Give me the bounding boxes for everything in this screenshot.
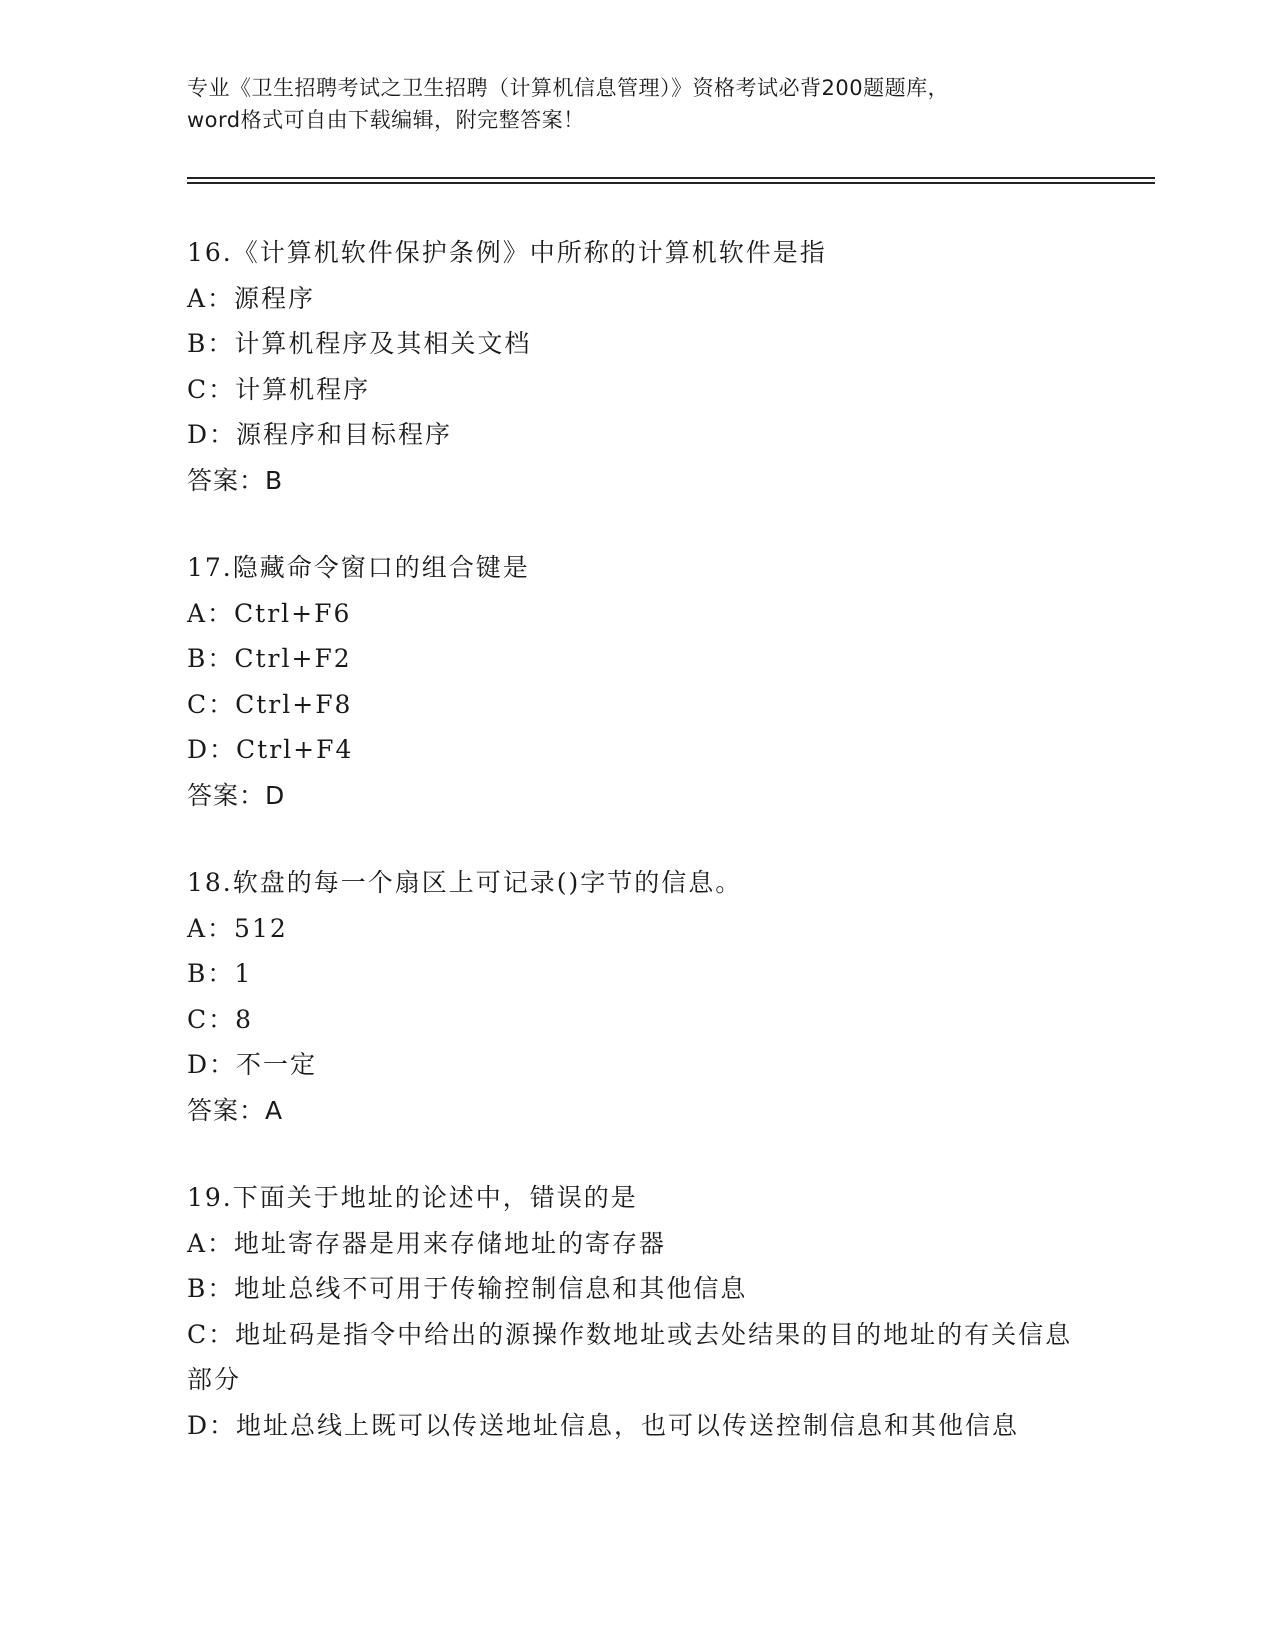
option-b: B：计算机程序及其相关文档: [187, 329, 532, 358]
question-17: [187, 545, 1087, 818]
option-d: D：源程序和目标程序: [187, 420, 453, 449]
option-d: D：Ctrl+F4: [187, 735, 354, 764]
answer: 答案：A: [187, 1095, 284, 1125]
option-d: D：地址总线上既可以传送地址信息，也可以传送控制信息和其他信息: [187, 1410, 1020, 1440]
option-b: B：Ctrl+F2: [187, 644, 352, 673]
option-b: B：1: [187, 959, 253, 988]
option-c: C：地址码是指令中给出的源操作数地址或去处结果的目的地址的有关信息部分: [187, 1319, 1073, 1394]
question-list: [187, 230, 1087, 1490]
option-c: C：Ctrl+F8: [187, 689, 353, 719]
option-a: A：Ctrl+F6: [187, 598, 352, 628]
question-stem: 19.下面关于地址的论述中，错误的是: [187, 1183, 638, 1212]
answer: 答案：D: [187, 780, 286, 810]
option-b: B：地址总线不可用于传输控制信息和其他信息: [187, 1274, 748, 1303]
option-a: A：地址寄存器是用来存储地址的寄存器: [187, 1228, 667, 1258]
document-header: [187, 72, 1087, 136]
question-stem: 18.软盘的每一个扇区上可记录()字节的信息。: [187, 868, 743, 897]
option-d: D：不一定: [187, 1050, 318, 1079]
question-stem: 17.隐藏命令窗口的组合键是: [187, 553, 530, 582]
header-line-2: word格式可自由下载编辑，附完整答案！: [187, 108, 585, 132]
header-divider-top: [187, 177, 1155, 179]
option-a: A：512: [187, 913, 288, 943]
question-stem: 16.《计算机软件保护条例》中所称的计算机软件是指: [187, 238, 827, 267]
question-16: [187, 230, 1087, 503]
option-a: A：源程序: [187, 283, 316, 313]
question-18: [187, 860, 1087, 1133]
answer: 答案：B: [187, 465, 284, 495]
question-19: [187, 1175, 1087, 1448]
option-c: C：8: [187, 1004, 254, 1034]
header-divider-bottom: [187, 182, 1155, 184]
option-c: C：计算机程序: [187, 374, 371, 404]
header-line-1: 专业《卫生招聘考试之卫生招聘（计算机信息管理）》资格考试必背200题题库，: [187, 76, 950, 100]
